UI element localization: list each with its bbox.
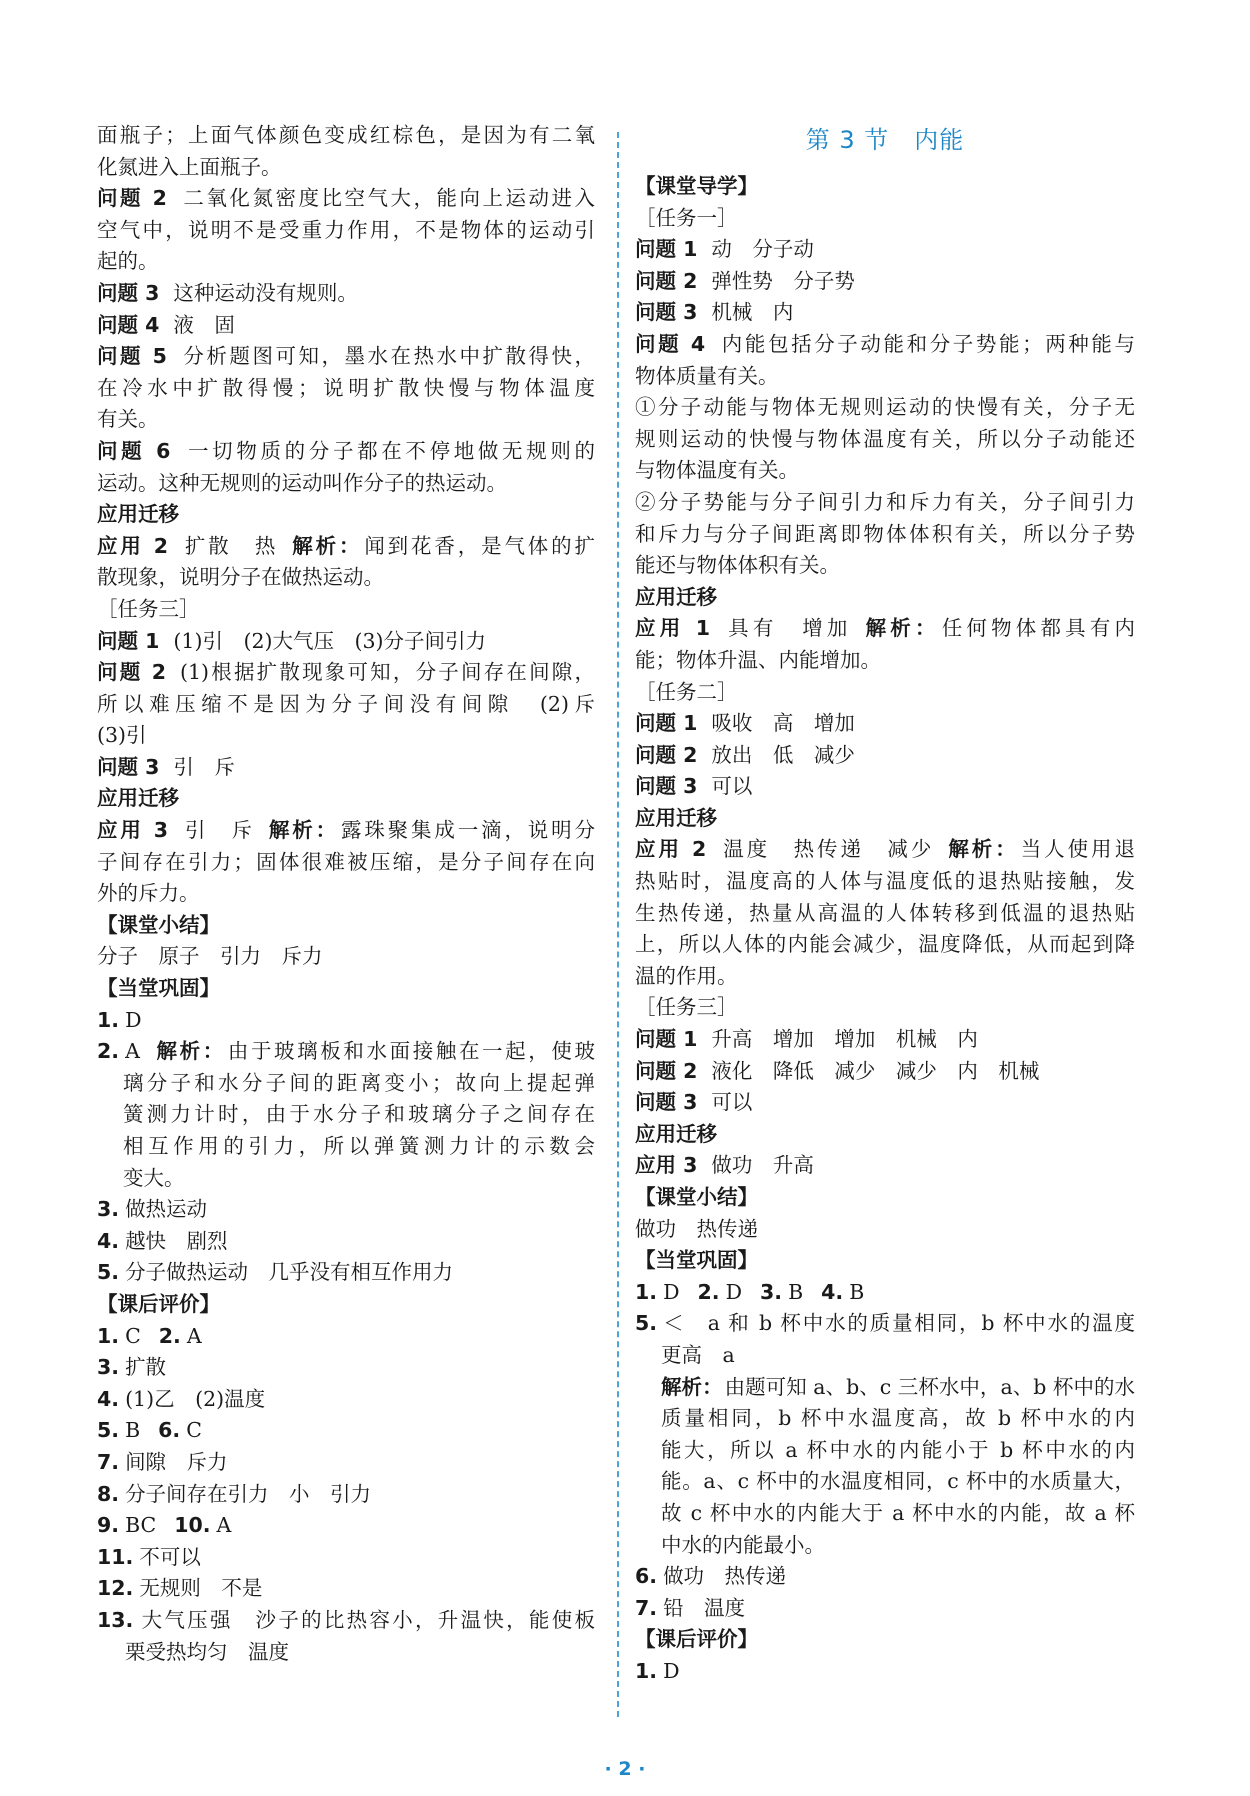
item-answer: 液 固 xyxy=(173,312,235,337)
numbered-answer-group xyxy=(635,1277,1135,1309)
answer-text: 温的作用。 xyxy=(635,963,738,988)
numbered-answer xyxy=(635,1593,1135,1625)
item-label: 应用 3 xyxy=(635,1153,698,1178)
numbered-answer xyxy=(97,1447,595,1479)
right-column-lines xyxy=(635,171,1135,1688)
item-label: 问题 3 xyxy=(635,300,698,325)
section-heading: 【课后评价】 xyxy=(635,1627,758,1652)
answer-number: 7. xyxy=(635,1595,658,1620)
answer-value: A xyxy=(216,1513,232,1538)
answer-number: 11. xyxy=(97,1544,134,1569)
item-label: 问题 1 xyxy=(97,628,160,653)
item-answer: 放出 低 减少 xyxy=(711,742,855,767)
answer-value: C xyxy=(186,1418,202,1443)
answer-item xyxy=(635,1087,1135,1119)
answer-item xyxy=(635,740,1135,772)
answer-continuation: 簧测力计时，由于水分子和玻璃分子之间存在 xyxy=(123,1102,595,1127)
numbered-answer-group xyxy=(97,1415,595,1447)
item-answer: 做功 升高 xyxy=(711,1153,814,1178)
numbered-answer xyxy=(97,1573,595,1605)
answer-continuation: 故 c 杯中水的内能大于 a 杯中水的内能，故 a 杯 xyxy=(661,1500,1135,1525)
section-heading: 【当堂巩固】 xyxy=(97,976,220,1001)
item-label: 问题 2 xyxy=(635,742,698,767)
section-heading: 应用迁移 xyxy=(635,584,717,609)
item-label: 问题 1 xyxy=(635,237,698,262)
item-answer: 温度 热传递 减少 xyxy=(720,837,935,862)
item-answer: 内能包括分子动能和分子势能；两种能与 xyxy=(719,331,1135,356)
answer-continuation: 璃分子和水分子间的距离变小；故向上提起弹 xyxy=(123,1070,595,1095)
answer-value: 分子间存在引力 小 引力 xyxy=(125,1481,372,1506)
answer-text: 规则运动的快慢与物体温度有关，所以分子动能还 xyxy=(635,426,1135,451)
answer-item xyxy=(635,708,1135,740)
answer-number: 2. xyxy=(158,1323,181,1348)
answer-number: 12. xyxy=(97,1576,134,1601)
answer-number: 5. xyxy=(97,1260,120,1285)
answer-value: ＜ a 和 b 杯中水的质量相同，b 杯中水的温度 xyxy=(663,1311,1135,1336)
answer-value: 间隙 斥力 xyxy=(125,1449,228,1474)
answer-continuation: 栗受热均匀 温度 xyxy=(125,1639,289,1664)
answer-item xyxy=(635,1150,1135,1182)
numbered-answer-group xyxy=(97,1510,595,1542)
answer-continuation: 中水的内能最小。 xyxy=(661,1532,825,1557)
explanation-text: 由于玻璃板和水面接触在一起，使玻 xyxy=(227,1039,596,1064)
numbered-answer xyxy=(635,1656,1135,1688)
explanation-text: 任何物体都具有内 xyxy=(941,616,1136,641)
answer-number: 4. xyxy=(97,1228,120,1253)
answer-item xyxy=(97,752,595,784)
section-heading: 应用迁移 xyxy=(635,1121,717,1146)
answer-value: 大气压强 沙子的比热容小，升温快，能使板 xyxy=(139,1607,595,1632)
answer-item xyxy=(97,531,595,563)
numbered-answer xyxy=(635,1561,1135,1593)
section-heading: 【当堂巩固】 xyxy=(635,1248,758,1273)
answer-text: 外的斥力。 xyxy=(97,881,200,906)
answer-value: BC xyxy=(125,1513,157,1538)
answer-text: 分子 原子 引力 斥力 xyxy=(97,944,323,969)
answer-item xyxy=(97,815,595,847)
item-answer: 具有 增加 xyxy=(723,616,852,641)
section-heading: 【课堂小结】 xyxy=(97,912,220,937)
answer-value: 做热运动 xyxy=(125,1197,208,1222)
numbered-answer xyxy=(97,1605,595,1637)
answer-text: 上，所以人体的内能会减少，温度降低，从而起到降 xyxy=(635,932,1135,957)
numbered-answer-group xyxy=(97,1321,595,1353)
answer-value: A xyxy=(186,1323,202,1348)
item-label: 问题 6 xyxy=(97,438,171,463)
answer-item xyxy=(97,436,595,468)
item-answer: 液化 降低 减少 减少 内 机械 xyxy=(711,1058,1040,1083)
answer-continuation: 能。a、c 杯中的水温度相同，c 杯中的水质量大， xyxy=(661,1469,1135,1494)
answer-number: 13. xyxy=(97,1607,134,1632)
left-column xyxy=(97,120,595,1668)
answer-text: 物体质量有关。 xyxy=(635,363,779,388)
answer-text: 在冷水中扩散得慢；说明扩散快慢与物体温度 xyxy=(97,375,595,400)
item-label: 应用 1 xyxy=(635,616,710,641)
answer-item xyxy=(635,329,1135,361)
item-answer: 可以 xyxy=(711,1090,753,1115)
answer-text: ［任务一］ xyxy=(635,205,738,230)
section-heading: 【课后评价】 xyxy=(97,1291,220,1316)
item-label: 应用 2 xyxy=(97,533,168,558)
numbered-answer xyxy=(97,1542,595,1574)
answer-number: 5. xyxy=(97,1418,120,1443)
explanation-label: 解析： xyxy=(661,1374,723,1399)
numbered-answer xyxy=(97,1257,595,1289)
answer-text: ［任务三］ xyxy=(635,995,738,1020)
answer-value: C xyxy=(125,1323,141,1348)
explanation-label: 解析： xyxy=(268,818,339,843)
item-answer: 分析题图可知，墨水在热水中扩散得快， xyxy=(180,344,596,369)
answer-value: 做功 热传递 xyxy=(663,1564,787,1589)
answer-text: 空气中，说明不是受重力作用，不是物体的运动引 xyxy=(97,217,595,242)
answer-number: 1. xyxy=(635,1279,658,1304)
item-answer: 弹性势 分子势 xyxy=(711,268,855,293)
answer-text: ①分子动能与物体无规则运动的快慢有关，分子无 xyxy=(635,395,1135,420)
answer-value: D xyxy=(663,1279,680,1304)
item-answer: (1)引 (2)大气压 (3)分子间引力 xyxy=(173,628,487,653)
explanation-label: 解析： xyxy=(948,837,1019,862)
answer-item xyxy=(635,297,1135,329)
answer-value: B xyxy=(788,1279,804,1304)
item-label: 问题 2 xyxy=(635,1058,698,1083)
item-label: 问题 3 xyxy=(97,754,160,779)
numbered-answer xyxy=(97,1352,595,1384)
item-label: 应用 2 xyxy=(635,837,707,862)
item-label: 问题 1 xyxy=(635,711,698,736)
answer-number: 9. xyxy=(97,1513,120,1538)
page-number: · 2 · xyxy=(604,1758,646,1780)
answer-value: 扩散 xyxy=(125,1355,167,1380)
answer-text: 起的。 xyxy=(97,249,159,274)
numbered-answer xyxy=(97,1005,595,1037)
answer-item xyxy=(635,834,1135,866)
explanation-text: 闻到花香，是气体的扩 xyxy=(364,533,596,558)
answer-item xyxy=(635,1056,1135,1088)
column-divider xyxy=(617,132,619,1717)
numbered-answer xyxy=(635,1308,1135,1340)
answer-text: 和斥力与分子间距离即物体体积有关，所以分子势 xyxy=(635,521,1135,546)
item-label: 问题 3 xyxy=(97,280,160,305)
answer-text: 运动。这种无规则的运动叫作分子的热运动。 xyxy=(97,470,507,495)
answer-text: ［任务二］ xyxy=(635,679,738,704)
item-label: 问题 4 xyxy=(97,312,160,337)
answer-text: 热贴时，温度高的人体与温度低的退热贴接触，发 xyxy=(635,869,1135,894)
answer-continuation: 相互作用的引力，所以弹簧测力计的示数会 xyxy=(123,1134,595,1158)
answer-value: 铅 温度 xyxy=(663,1595,746,1620)
answer-text: 化氮进入上面瓶子。 xyxy=(97,154,282,179)
section-heading: 【课堂小结】 xyxy=(635,1185,758,1209)
answer-text: ［任务三］ xyxy=(97,596,200,621)
answer-number: 6. xyxy=(158,1418,181,1443)
section-heading: 应用迁移 xyxy=(97,786,179,811)
answer-continuation: 更高 a xyxy=(661,1342,735,1367)
answer-text: 有关。 xyxy=(97,407,159,432)
answer-text: 能还与物体体积有关。 xyxy=(635,553,840,578)
item-answer: 可以 xyxy=(711,774,753,799)
item-label: 问题 3 xyxy=(635,774,698,799)
answer-value: D xyxy=(125,1007,142,1032)
explanation-line xyxy=(635,1372,1135,1404)
numbered-answer xyxy=(97,1226,595,1258)
answer-item xyxy=(635,234,1135,266)
answer-item xyxy=(97,341,595,373)
answer-item xyxy=(635,613,1135,645)
answer-number: 1. xyxy=(97,1323,120,1348)
answer-text: 散现象，说明分子在做热运动。 xyxy=(97,565,384,590)
answer-number: 3. xyxy=(97,1197,120,1222)
answer-number: 6. xyxy=(635,1564,658,1589)
answer-item xyxy=(97,310,595,342)
answer-item xyxy=(635,1024,1135,1056)
answer-continuation: 变大。 xyxy=(123,1165,185,1190)
answer-number: 3. xyxy=(760,1279,783,1304)
explanation-label: 解析： xyxy=(865,616,940,641)
answer-number: 2. xyxy=(697,1279,720,1304)
answer-text: 所以难压缩不是因为分子间没有间隙 (2)斥 xyxy=(97,691,595,716)
explanation-text: 露珠聚集成一滴，说明分 xyxy=(340,818,596,843)
numbered-answer xyxy=(97,1194,595,1226)
answer-text: 生热传递，热量从高温的人体转移到低温的退热贴 xyxy=(635,900,1135,925)
answer-value: D xyxy=(663,1658,680,1683)
item-answer: 吸收 高 增加 xyxy=(711,711,855,736)
answer-number: 3. xyxy=(97,1355,120,1380)
answer-value: 分子做热运动 几乎没有相互作用力 xyxy=(125,1260,454,1285)
numbered-answer xyxy=(97,1384,595,1416)
answer-number: 8. xyxy=(97,1481,120,1506)
answer-value: A xyxy=(125,1039,140,1064)
item-answer: 这种运动没有规则。 xyxy=(173,280,358,305)
explanation-text: 当人使用退 xyxy=(1020,837,1136,862)
item-label: 应用 3 xyxy=(97,818,168,843)
item-label: 问题 3 xyxy=(635,1090,698,1115)
item-answer: 引 斥 xyxy=(173,754,235,779)
answer-number: 2. xyxy=(97,1039,120,1064)
answer-text: 子间存在引力；固体很难被压缩，是分子间存在向 xyxy=(97,849,595,874)
answer-continuation: 能大，所以 a 杯中水的内能小于 b 杯中水的内 xyxy=(661,1437,1135,1462)
answer-value: B xyxy=(125,1418,141,1443)
item-label: 问题 5 xyxy=(97,344,167,369)
item-answer: 二氧化氮密度比空气大，能向上运动进入 xyxy=(180,186,596,211)
answer-value: (1)乙 (2)温度 xyxy=(125,1386,266,1411)
right-column xyxy=(635,120,1135,1688)
answer-number: 4. xyxy=(821,1279,844,1304)
answer-value: B xyxy=(849,1279,865,1304)
answer-item xyxy=(635,266,1135,298)
answer-text: 面瓶子；上面气体颜色变成红棕色，是因为有二氧 xyxy=(97,123,595,147)
item-label: 问题 2 xyxy=(635,268,698,293)
item-answer: 一切物质的分子都在不停地做无规则的 xyxy=(184,438,596,463)
item-answer: 引 斥 xyxy=(181,818,255,843)
answer-number: 5. xyxy=(635,1311,658,1336)
answer-number: 10. xyxy=(174,1513,211,1538)
answer-item xyxy=(97,657,595,689)
answer-continuation: 质量相同，b 杯中水温度高，故 b 杯中水的内 xyxy=(661,1406,1135,1431)
answer-number: 4. xyxy=(97,1386,120,1411)
answer-text: 做功 热传递 xyxy=(635,1216,758,1241)
section-heading: 应用迁移 xyxy=(97,502,179,527)
explanation-text: 由题可知 a、b、c 三杯水中，a、b 杯中的水 xyxy=(724,1374,1136,1399)
item-answer: 扩散 热 xyxy=(181,533,279,558)
answer-item xyxy=(97,626,595,658)
item-label: 问题 4 xyxy=(635,331,706,356)
answer-number: 1. xyxy=(97,1007,120,1032)
answer-text: ②分子势能与分子间引力和斥力有关，分子间引力 xyxy=(635,489,1135,514)
answer-number: 7. xyxy=(97,1449,120,1474)
numbered-answer xyxy=(97,1479,595,1511)
answer-text: 与物体温度有关。 xyxy=(635,458,799,483)
answer-value: 不可以 xyxy=(139,1544,201,1569)
item-answer: 动 分子动 xyxy=(711,237,814,262)
answer-text: (3)引 xyxy=(97,723,147,748)
item-answer: 升高 增加 增加 机械 内 xyxy=(711,1027,978,1052)
item-answer: (1)根据扩散现象可知，分子间存在间隙， xyxy=(180,660,595,685)
answer-text: 能；物体升温、内能增加。 xyxy=(635,647,881,672)
item-label: 问题 2 xyxy=(97,660,167,685)
answer-value: 无规则 不是 xyxy=(139,1576,263,1601)
numbered-answer xyxy=(97,1036,595,1068)
answer-value: 越快 剧烈 xyxy=(125,1228,228,1253)
answer-item xyxy=(97,278,595,310)
section-heading: 应用迁移 xyxy=(635,805,717,830)
explanation-label: 解析： xyxy=(153,1039,226,1064)
item-label: 问题 2 xyxy=(97,186,167,211)
item-answer: 机械 内 xyxy=(711,300,794,325)
section-title: 第 3 节 内能 xyxy=(805,126,965,154)
section-heading: 【课堂导学】 xyxy=(635,174,758,198)
answer-item xyxy=(97,183,595,215)
explanation-label: 解析： xyxy=(292,533,363,558)
answer-item xyxy=(635,771,1135,803)
item-label: 问题 1 xyxy=(635,1027,698,1052)
answer-number: 1. xyxy=(635,1658,658,1683)
answer-value: D xyxy=(725,1279,742,1304)
